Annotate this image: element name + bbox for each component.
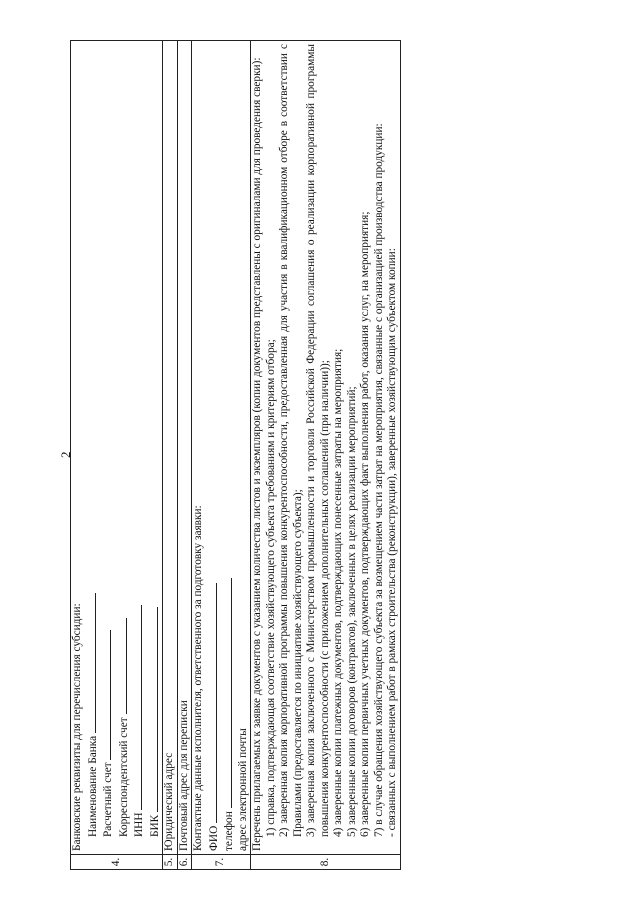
fio-blank[interactable]	[206, 583, 217, 823]
attachment-item: 5) заверенные копии договоров (контрактов), заключенных в целях реализации мероприятий;	[345, 386, 358, 837]
field-phone: телефон	[223, 811, 235, 851]
legal-address-label: Юридический адрес	[163, 752, 175, 851]
page-number: 2	[58, 451, 73, 458]
row-attachments	[251, 41, 401, 870]
row-legal-address	[163, 41, 178, 870]
phone-blank[interactable]	[221, 578, 232, 808]
attachment-item: 1) справка, подтверждающая соответствие хозяйствующего субъекта требованиям и критериям отбора;	[264, 339, 277, 837]
attachments-intro: Перечень прилагаемых к заявке документов с указанием количества листов и экземпляров (копии документов представлены с оригиналами для проведения сверки):	[251, 57, 263, 851]
account-blank[interactable]	[100, 630, 111, 760]
attachment-item: 7) в случае обращения хозяйствующего субъекта за возмещением части затрат на мероприятия, связанные с организацией производства продукции:	[372, 123, 385, 837]
postal-address-label: Почтовый адрес для переписки	[177, 700, 190, 851]
row-contacts	[192, 41, 251, 870]
bank-name-blank[interactable]	[85, 593, 96, 733]
field-account: Расчетный счет	[102, 762, 114, 837]
field-bank-name: Наименование Банка	[86, 735, 99, 837]
row-number: 7.	[192, 855, 251, 870]
attachment-item: 6) заверенные копии первичных учетных документов, подтверждающих факт выполнения работ, оказания услуг, на мероприятия;	[359, 211, 371, 837]
application-table	[70, 40, 401, 870]
row-number: 6.	[177, 855, 192, 870]
bank-details-heading: Банковские реквизиты для перечисления субсидии:	[71, 603, 83, 851]
row-number: 8.	[251, 855, 401, 870]
attachments-cell	[251, 41, 401, 855]
attachment-item: - связанных с выполнением работ в рамках строительства (реконструкции), заверенные хозяйствующим субъектом копии:	[386, 248, 398, 837]
document-page	[70, 40, 560, 870]
row-postal-address	[177, 41, 192, 870]
legal-address-cell	[163, 41, 178, 855]
bik-blank[interactable]	[147, 607, 158, 812]
field-bik: БИК	[148, 814, 161, 837]
field-fio: ФИО	[207, 825, 220, 851]
row-number: 4.	[71, 855, 163, 870]
corr-account-blank[interactable]	[116, 618, 127, 714]
attachment-item: 2) заверенная копия корпоративной программы повышения конкурентоспособности, предоставленная для участия в квалификационном отборе в соответствии с Правилами (предоставляется по инициативе хозяйствующего субъекта);	[278, 44, 304, 837]
contacts-cell	[192, 41, 251, 855]
contacts-heading: Контактные данные исполнителя, ответственного за подготовку заявки:	[192, 505, 204, 851]
attachment-item: 3) заверенная копия заключенного с Министерством промышленности и торговли Российской Федерации соглашения о реализации корпоративной программы повышения конкурентоспособности (с приложением дополнительных соглашений (при наличии));	[305, 44, 331, 837]
postal-address-cell	[177, 41, 192, 855]
field-email: адрес электронной почты	[236, 728, 249, 851]
bank-details-cell	[71, 41, 163, 855]
row-bank-details	[71, 41, 163, 870]
field-corr-account: Корреспондентский счет	[117, 717, 130, 837]
row-number: 5.	[163, 855, 178, 870]
inn-blank[interactable]	[131, 605, 142, 810]
attachment-item: 4) заверенные копии платежных документов, подтверждающих понесенные затраты на мероприятия;	[332, 348, 344, 837]
field-inn: ИНН	[133, 812, 145, 837]
